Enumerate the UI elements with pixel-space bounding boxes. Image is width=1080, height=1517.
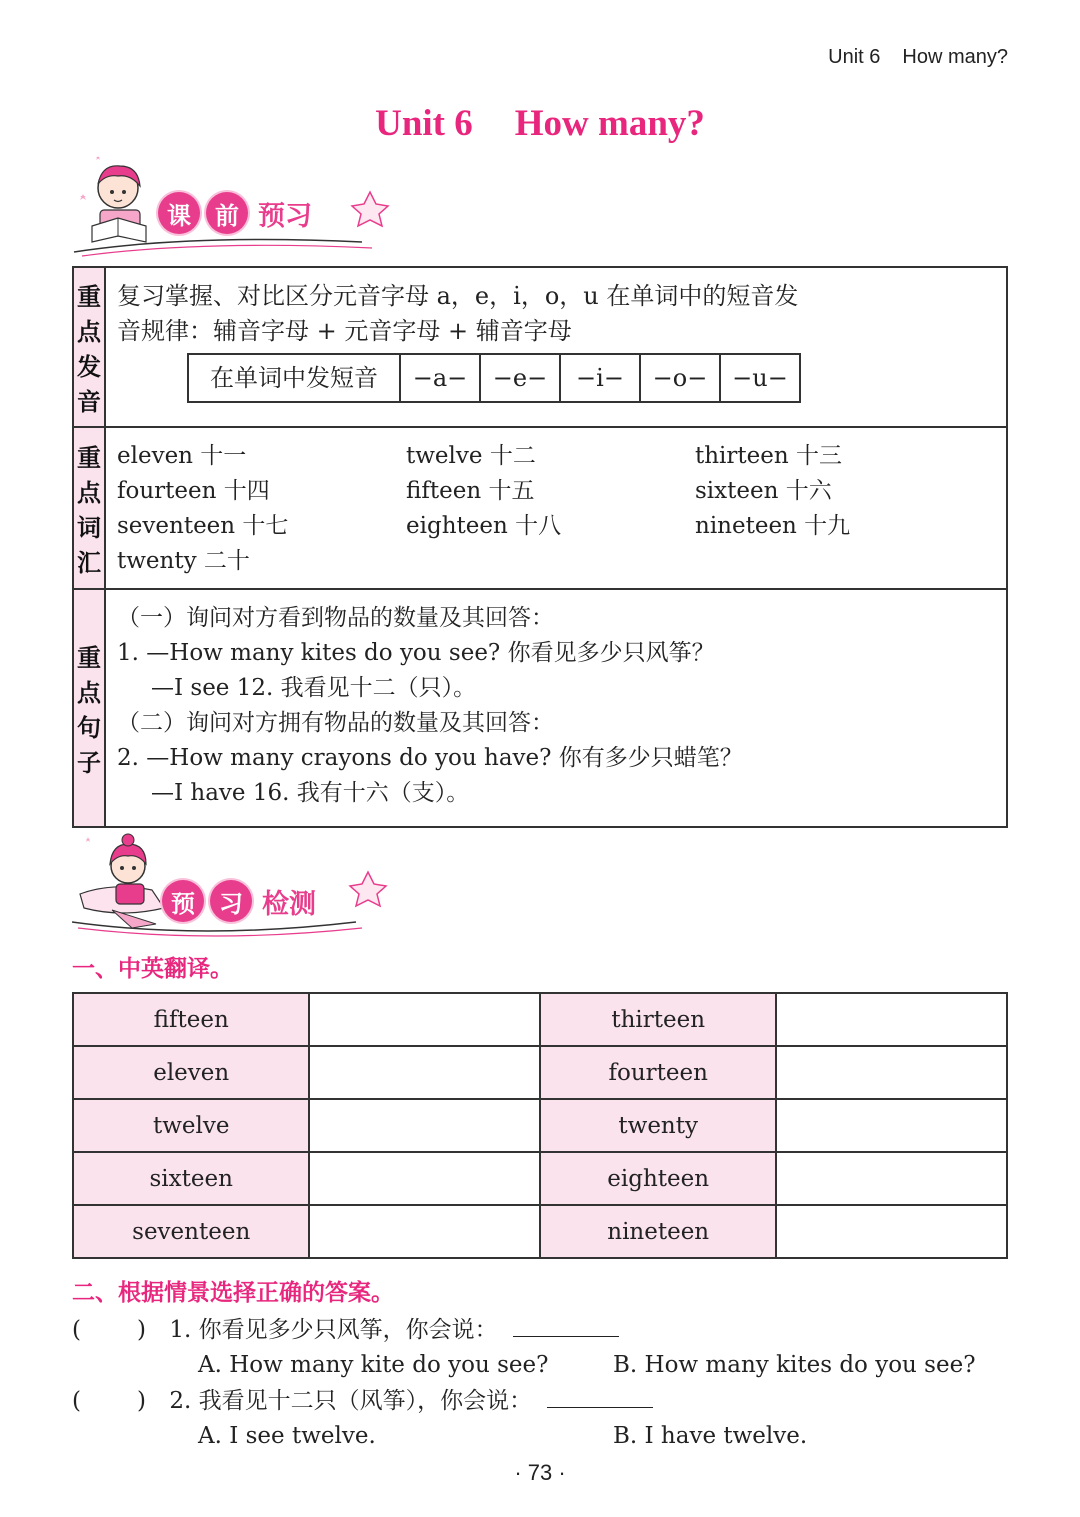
option-a[interactable]: A. How many kite do you see? xyxy=(198,1352,549,1378)
vocab-label: 重点词汇 xyxy=(73,427,105,589)
vocab-word: nineteen 十九 xyxy=(695,513,851,539)
answer-cell[interactable] xyxy=(776,1152,1007,1205)
table-row xyxy=(73,1152,1007,1205)
vocab-word: sixteen 十六 xyxy=(695,478,832,504)
running-header xyxy=(828,46,1008,69)
section-1-heading: 一、中英翻译。 xyxy=(72,956,233,982)
table-row xyxy=(73,1099,1007,1152)
answer-cell[interactable] xyxy=(309,993,540,1046)
sentences-row xyxy=(73,589,1007,827)
sentence-line: 2. —How many crayons do you have? 你有多少只蜡笔？ xyxy=(117,745,743,771)
vocab-word: eleven 十一 xyxy=(117,443,247,469)
phonics-table xyxy=(187,353,801,403)
phonics-pattern: −e− xyxy=(480,354,560,402)
preview-table xyxy=(72,266,1008,828)
page-title xyxy=(0,102,1080,145)
page-number: · 73 · xyxy=(514,1460,566,1485)
sentence-line: —I see 12. 我看见十二（只）。 xyxy=(151,675,477,701)
title-unit: Unit 6 xyxy=(375,103,473,144)
question-number: 2. xyxy=(169,1388,192,1414)
banner-char-1: 课 xyxy=(158,192,200,234)
question-number: 1. xyxy=(169,1317,192,1343)
pronunciation-content xyxy=(105,267,1007,427)
answer-parens[interactable]: ( ) xyxy=(72,1388,146,1414)
banner-preview-class xyxy=(72,156,392,260)
word-cell: eighteen xyxy=(540,1152,776,1205)
answer-blank[interactable] xyxy=(513,1314,619,1337)
pronunciation-row xyxy=(73,267,1007,427)
word-cell: sixteen xyxy=(73,1152,309,1205)
phonics-pattern: −u− xyxy=(720,354,800,402)
answer-cell[interactable] xyxy=(776,1099,1007,1152)
vocab-content xyxy=(105,427,1007,589)
banner-char-2: 习 xyxy=(210,880,252,922)
answer-cell[interactable] xyxy=(309,1046,540,1099)
word-cell: fourteen xyxy=(540,1046,776,1099)
phonics-pattern: −o− xyxy=(640,354,720,402)
sentences-content xyxy=(105,589,1007,827)
vocab-word: twelve 十二 xyxy=(406,443,536,469)
vocab-row xyxy=(73,427,1007,589)
answer-cell[interactable] xyxy=(776,1205,1007,1258)
vocab-word: twenty 二十 xyxy=(117,548,250,574)
table-row xyxy=(73,1205,1007,1258)
answer-cell[interactable] xyxy=(309,1099,540,1152)
sentence-line: （二）询问对方拥有物品的数量及其回答： xyxy=(117,710,554,736)
word-cell: twenty xyxy=(540,1099,776,1152)
sentence-line: —I have 16. 我有十六（支）。 xyxy=(151,780,470,806)
question-1 xyxy=(72,1313,619,1347)
pronunciation-text-2: 音规律：辅音字母 + 元音字母 + 辅音字母 xyxy=(117,317,572,345)
table-row xyxy=(73,993,1007,1046)
sentence-line: （一）询问对方看到物品的数量及其回答： xyxy=(117,605,554,631)
question-2 xyxy=(72,1384,653,1418)
vocab-word: eighteen 十八 xyxy=(406,513,562,539)
translation-table xyxy=(72,992,1008,1259)
word-cell: nineteen xyxy=(540,1205,776,1258)
answer-parens[interactable]: ( ) xyxy=(72,1317,146,1343)
sentence-line: 1. —How many kites do you see? 你看见多少只风筝？ xyxy=(117,640,715,666)
answer-blank[interactable] xyxy=(547,1385,653,1408)
phonics-pattern: −a− xyxy=(400,354,480,402)
answer-cell[interactable] xyxy=(776,993,1007,1046)
word-cell: thirteen xyxy=(540,993,776,1046)
running-header-unit: Unit 6 xyxy=(828,46,881,68)
word-cell: twelve xyxy=(73,1099,309,1152)
sentences-label: 重点句子 xyxy=(73,589,105,827)
vocab-word: seventeen 十七 xyxy=(117,513,289,539)
phonics-pattern: −i− xyxy=(560,354,640,402)
question-text: 我看见十二只（风筝），你会说： xyxy=(198,1388,533,1414)
answer-cell[interactable] xyxy=(309,1152,540,1205)
option-b[interactable]: B. I have twelve. xyxy=(613,1423,808,1449)
option-a[interactable]: A. I see twelve. xyxy=(198,1423,376,1449)
vocab-word: fourteen 十四 xyxy=(117,478,270,504)
vocab-word: fifteen 十五 xyxy=(406,478,535,504)
banner-text: 检测 xyxy=(262,888,316,920)
banner-preview-test xyxy=(72,832,392,942)
word-cell: fifteen xyxy=(73,993,309,1046)
banner-char-2: 前 xyxy=(206,192,248,234)
table-row xyxy=(73,1046,1007,1099)
word-cell: eleven xyxy=(73,1046,309,1099)
phonics-label: 在单词中发短音 xyxy=(188,354,400,402)
section-2-heading: 二、根据情景选择正确的答案。 xyxy=(72,1280,394,1306)
title-topic: How many? xyxy=(514,103,705,144)
vocab-word: thirteen 十三 xyxy=(695,443,842,469)
option-b[interactable]: B. How many kites do you see? xyxy=(613,1352,976,1378)
pronunciation-text-1: 复习掌握、对比区分元音字母 a，e，i，o，u 在单词中的短音发 xyxy=(117,282,799,310)
pronunciation-label: 重点发音 xyxy=(73,267,105,427)
banner-char-1: 预 xyxy=(162,880,204,922)
question-text: 你看见多少只风筝，你会说： xyxy=(198,1317,498,1343)
banner-text: 预习 xyxy=(258,200,312,232)
answer-cell[interactable] xyxy=(309,1205,540,1258)
running-header-topic: How many? xyxy=(902,46,1008,68)
word-cell: seventeen xyxy=(73,1205,309,1258)
answer-cell[interactable] xyxy=(776,1046,1007,1099)
